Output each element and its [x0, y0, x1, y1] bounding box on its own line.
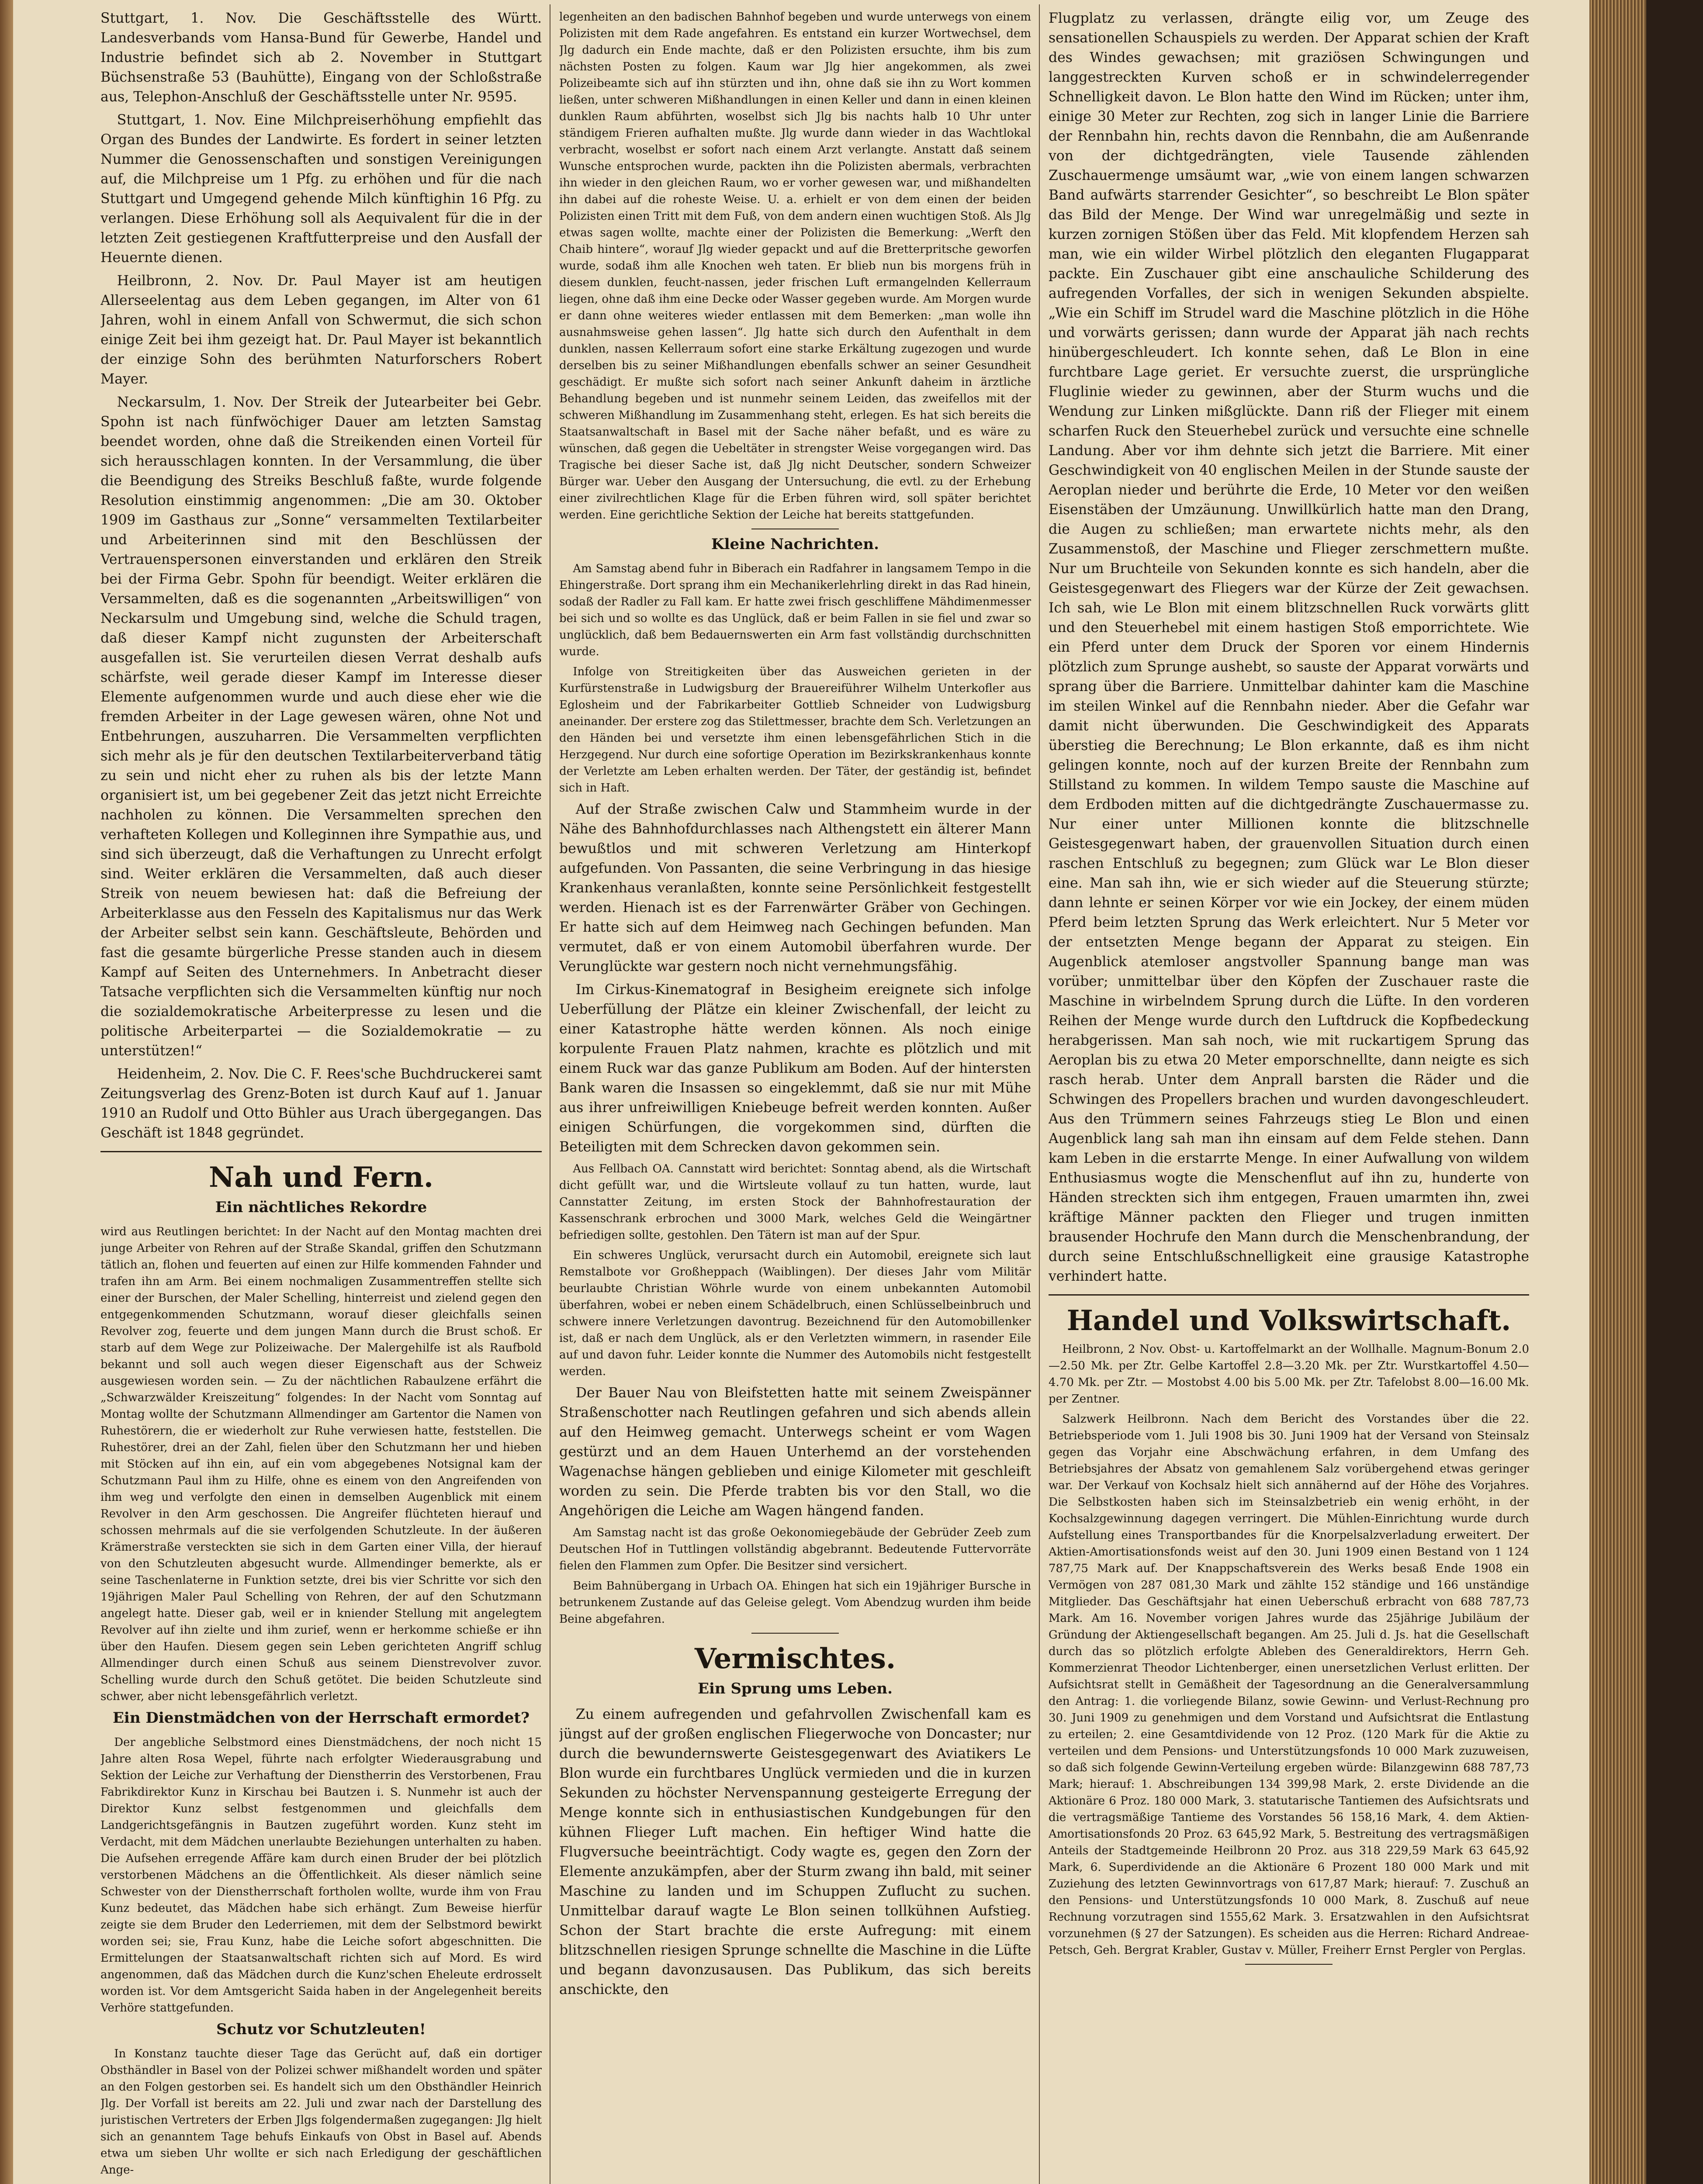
- article-urbach: Beim Bahnübergang in Urbach OA. Ehingen hat sich ein 19jähriger Bursche in betrunkenem Zustande auf das Geleise gelegt. Vom Abendzug wurden ihm beide Beine abgefahren.: [559, 1579, 1031, 1626]
- article-fellbach: Aus Fellbach OA. Cannstatt wird berichtet: Sonntag abend, als die Wirtschaft dicht gefüllt war, und die Wirtsleute vollauf zu tun hatten, wurde, laut Cannstatter Zeitung, im ersten Stock der Bahnhofrestauration der Kassenschrank erbrochen und 3000 Mark, welches Geld die Weingärtner befriedigen sollte, gestohlen. Den Tätern ist man auf der Spur.: [559, 1162, 1031, 1242]
- article-salzwerk: Salzwerk Heilbronn. Nach dem Bericht des Vorstandes über die 22. Betriebsperiode vom 1. Juli 1908 bis 30. Juni 1909 hat der Versand von Steinsalz gegen das Vorjahr eine Abschwächung erfahren, in dem Umfang des Betriebsjahres der Absatz von gemahlenem Salz vorübergehend etwas geringer war. Der Verkauf von Kochsalz hielt sich annähernd auf der Höhe des Vorjahres. Die Selbstkosten haben sich im Steinsalzbetrieb ein wenig erhöht, in der Kochsalzgewinnung dagegen verringert. Die Mühlen-Einrichtung wurde durch Aufstellung eines Transportbandes für die Knorpelsalzverladung erweitert. Der Aktien-Amortisationsfonds weist auf den 30. Juni 1909 einen Bestand von 1 124 787,75 Mark auf. Der Knappschaftsverein des Werks besaß Ende 1908 ein Vermögen von 287 081,30 Mark und zählte 152 ständige und 166 unständige Mitglieder. Das Geschäftsjahr hat einen Ueberschuß erbracht von 688 787,73 Mark. Am 16. November vorigen Jahres wurde das 25jährige Jubiläum der Gründung der Aktiengesellschaft begangen. Am 25. Juli d. Js. hat die Gesellschaft durch das so plötzlich erfolgte Ableben des Generaldirektors, Herrn Geh. Kommerzienrat Theodor Lichtenberger, einen unersetzlichen Verlust erlitten. Der Aufsichtsrat stellt in Gemäßheit der Tagesordnung an die Generalversammlung den Antrag: 1. die vorliegende Bilanz, sowie Gewinn- und Verlust-Rechnung pro 30. Juni 1909 zu genehmigen und dem Vorstand und Aufsichtsrat die Entlastung zu erteilen; 2. eine Gesamtdividende von 12 Proz. (120 Mark für die Aktie zu verteilen und dem Pensions- und Unterstützungsfonds 10 000 Mark zuzuweisen, so daß sich folgende Gewinn-Verteilung ergeben würde: Bilanzgewinn 688 787,73 Mark; hierauf: 1. Abschreibungen 134 399,98 Mark, 2. erste Dividende an die Aktionäre 6 Proz. 180 000 Mark, 3. statutarische Tantiemen des Aufsichtsrats und die vertragsmäßige Tantieme des Vorstandes 56 158,16 Mark, 4. dem Aktien-Amortisationsfonds 20 Proz. 63 645,92 Mark, 5. Bestreitung des vertragsmäßigen Anteils der Stadtgemeinde Heilbronn 20 Proz. aus 318 229,59 Mark 63 645,92 Mark, 6. Superdividende an die Aktionäre 6 Prozent 180 000 Mark und mit Zuziehung des letzten Gewinnvortrags von 617,87 Mark; hierauf: 7. Zuschuß an den Pensions- und Unterstützungsfonds 10 000 Mark, 8. Zuschuß auf neue Rechnung vorzutragen sind 1555,62 Mark. 3. Ersatzwahlen in den Aufsichtsrat vorzunehmen (§ 27 der Satzungen). Es scheiden aus die Herren: Richard Andreae-Petsch, Geh. Bergrat Krabler, Gustav v. Müller, Freiherr Ernst Pergler von Perglas.: [1049, 1413, 1529, 1957]
- article-tuttlingen: Am Samstag nacht ist das große Oekonomiegebäude der Gebrüder Zeeb zum Deutschen Hof in Tuttlingen vollständig abgebrannt. Bedeutende Futtervorräte fielen den Flammen zum Opfer. Die Besitzer sind versichert.: [559, 1526, 1031, 1572]
- section-heading-nah-und-fern: Nah und Fern.: [208, 1161, 434, 1194]
- subheading-kleine-nachrichten: Kleine Nachrichten.: [711, 536, 879, 553]
- article-biberach: Am Samstag abend fuhr in Biberach ein Radfahrer in langsamem Tempo in die Ehingerstraße. Dort sprang ihm ein Mechanikerlehrling direkt in das Rad hinein, sodaß der Radler zu Fall kam. Er hatte zwei frisch geschliffene Mähdimenmesser bei sich und so wollte es das Unglück, daß er beim Fallen in sie fiel und zwar so unglücklich, daß bem Bedauernswerten ein Arm fast vollständig durchschnitten wurde.: [559, 562, 1031, 658]
- article-bleifstetten: Der Bauer Nau von Bleifstetten hatte mit seinem Zweispänner Straßenschotter nach Reutlingen gefahren und sich abends allein auf den Heimweg gemacht. Unterwegs scheint er vom Wagen gestürzt und an dem Hauen Unterhemd an der vorstehenden Wagenachse hängen geblieben und einige Kilometer mit geschleift worden zu sein. Die Pferde trabten bis vor den Stall, wo die Angehörigen die Leiche am Wagen hängend fanden.: [559, 1385, 1031, 1519]
- article-ludwigsburg: Infolge von Streitigkeiten über das Ausweichen gerieten in der Kurfürstenstraße in Ludwigsburg der Brauereiführer Wilhelm Unterkofler aus Eglosheim und der Fabrikarbeiter Gottlieb Schneider von Ludwigsburg aneinander. Der erstere zog das Stilettmesser, brachte dem Sch. Verletzungen an den Händen bei und versetzte ihm einen lebensgefährlichen Stich in die Herzgegend. Nur durch eine sofortige Operation im Bezirkskrankenhaus konnte der Verletzte am Leben erhalten werden. Der Täter, der geständig ist, befindet sich in Haft.: [559, 665, 1031, 795]
- column-3: [1049, 9, 1529, 2184]
- section-divider: [1049, 1294, 1529, 1296]
- divider: [751, 1633, 839, 1634]
- article-reutlingen: wird aus Reutlingen berichtet: In der Nacht auf den Montag machten drei junge Arbeiter von Rehren auf der Straße Skandal, griffen den Schutzmann tätlich an, flohen und feuerten auf einen zur Hilfe kommenden Fahnder und trafen ihn am Arm. Bei einem nochmaligen Zusammentreffen stellte sich einer der Burschen, der Maler Schelling, hinterreist und zielend gegen den entgegenkommenden Schutzmann, worauf dieser gleichfalls seinen Revolver zog, feuerte und dem jungen Mann durch die Brust schoß. Er starb auf dem Wege zur Polizeiwache. Der Malergehilfe ist als Raufbold bekannt und soll auch wegen dieser Eigenschaft aus der Schweiz ausgewiesen worden sein. — Zu der nächtlichen Rabaulzene erfährt die „Schwarzwälder Kreiszeitung“ folgendes: In der Nacht vom Sonntag auf Montag wollte der Schutzmann Allmendinger am Gartentor die Namen von Ruhestörern, die er wiederholt zur Ruhe verwiesen hatte, feststellen. Die Ruhestörer, drei an der Zahl, fielen über den Schutzmann her und hieben mit Stöcken auf ihn ein, auf ein vom abgegebenes Notsignal kam der Schutzmann Paul ihm zu Hilfe, ohne es einem von den Angreifenden von ihm weg und verfolgte den einen in demselben Augenblick mit einem Revolver in den Arm geschossen. Die Angreifer flüchteten hierauf und schossen mehrmals auf die sie verfolgenden Schutzleute. In der äußeren Krämerstraße versteckten sie sich in dem Garten einer Villa, der hierauf von den Schutzleuten abgesucht wurde. Allmendinger bemerkte, als er seine Taschenlaterne in Funktion setzte, drei bis vier Schritte vor sich den 19jährigen Maler Paul Schelling von Rehren, der auf den Schutzmann angelegt hatte. Dieser gab, weil er in kniender Stellung mit angelegtem Revolver auf ihn zielte und ihm zurief, wenn er herkomme schieße er ihn über den Haufen. Diesem gegen sein Leben gerichteten Angriff schlug Allmendinger durch einen Schuß aus seinem Dienstrevolver zuvor. Schelling wurde durch den Schuß getötet. Die beiden Schutzleute sind schwer, aber nicht lebensgefährlich verletzt.: [100, 1225, 542, 1703]
- article-neckarsulm-streik: Neckarsulm, 1. Nov. Der Streik der Jutearbeiter bei Gebr. Spohn ist nach fünfwöchiger Dauer am letzten Samstag beendet worden, ohne daß die Streikenden einen Vorteil für sich herausschlagen konnten. In der Versammlung, die über die Beendigung des Streiks Beschluß faßte, wurde folgende Resolution einstimmig angenommen: „Die am 30. Oktober 1909 im Gasthaus zur „Sonne“ versammelten Textilarbeiter und Arbeiterinnen sind mit den Beschlüssen der Vertrauenspersonen einverstanden und erklären den Streik bei der Firma Gebr. Spohn für beendigt. Weiter erklären die Versammelten, daß es die sogenannten „Arbeitswilligen“ von Neckarsulm und Umgebung sind, welche die Schuld tragen, daß dieser Kampf nicht zugunsten der Arbeiterschaft ausgefallen ist. Sie verurteilen diesen Verrat deshalb aufs schärfste, weil gerade dieser Kampf im Interesse dieser Elemente aufgenommen wurde und auch diese eher wie die fremden Arbeiter in der Lage gewesen wären, ohne Not und Entbehrungen, auszuharren. Die Versammelten verpflichten sich mehr als je für den deutschen Textilarbeiterverband tätig zu sein und nicht eher zu ruhen als bis der letzte Mann organisiert ist, um bei gegebener Zeit das jetzt nicht Erreichte nachholen zu können. Die Versammelten sprechen den verhafteten Kollegen und Kolleginnen ihre Sympathie aus, und sind sich überzeugt, daß die Verhaftungen zu Unrecht erfolgt sind. Weiter erklären die Versammelten, daß auch dieser Streik von neuem bewiesen hat: daß die Befreiung der Arbeiterklasse aus den Fesseln des Kapitalismus nur das Werk der Arbeiter selbst sein kann. Geschäftsleute, Behörden und fast die gesamte bürgerliche Presse standen auch in diesem Kampf auf Seiten des Unternehmers. In Anbetracht dieser Tatsache verpflichten sich die Versammelten künftig nur noch die sozialdemokratische Arbeiterpresse zu lesen und die politische Arbeiterpartei — die Sozialdemokratie — zu unterstützen!“: [100, 394, 542, 1059]
- page-edge-stack: [1589, 0, 1646, 2184]
- subheading-schutz: Schutz vor Schutzleuten!: [216, 2021, 426, 2038]
- article-stuttgart-hansabund: Stuttgart, 1. Nov. Die Geschäftsstelle des Württ. Landesverbands vom Hansa-Bund für Gewerbe, Handel und Industrie befindet sich ab 2. November in Stuttgart Büchsenstraße 53 (Bauhütte), Eingang von der Schloßstraße aus, Telephon-Anschluß der Geschäftsstelle unter Nr. 9595.: [100, 10, 542, 105]
- section-heading-handel: Handel und Volkswirtschaft.: [1066, 1304, 1511, 1337]
- article-besigheim: Im Cirkus-Kinematograf in Besigheim ereignete sich infolge Ueberfüllung der Plätze ein kleiner Zwischenfall, der leicht zu einer Katastrophe hätte werden können. Als noch einige korpulente Frauen Platz nahmen, krachte es plötzlich und mit einem Ruck war das ganze Publikum am Boden. Auf der hintersten Bank waren die Insassen so eingeklemmt, daß sie nur mit Mühe aus ihrer unfreiwilligen Kniebeuge befreit werden konnten. Außer einigen Schürfungen, die vorgekommen sind, dürften die Beteiligten mit dem Schrecken davon gekommen sein.: [559, 982, 1031, 1155]
- column-1: [100, 9, 542, 2184]
- article-obstmarkt: Heilbronn, 2 Nov. Obst- u. Kartoffelmarkt an der Wollhalle. Magnum-Bonum 2.0—2.50 Mk. per Ztr. Gelbe Kartoffel 2.8—3.20 Mk. per Ztr. Wurstkartoffel 4.50—4.70 Mk. per Ztr. — Mostobst 4.00 bis 5.00 Mk. per Ztr. Tafelobst 8.00—16.00 Mk. per Zentner.: [1049, 1343, 1529, 1406]
- column-rule: [1039, 4, 1040, 2184]
- article-le-blon-cont: Flugplatz zu verlassen, drängte eilig vor, um Zeuge des sensationellen Schauspiels zu werden. Der Apparat schien der Kraft des Windes gewachsen; mit graziösen Schwingungen und langgestreckten Kurven schoß er in schwindelerregender Schnelligkeit davon. Le Blon hatte den Wind im Rücken; unter ihm, einige 30 Meter zur Rechten, zog sich in langer Linie die Barriere der Rennbahn hin, rechts davon die Rennbahn, die am Außenrande von der dichtgedrängten, viele Tausende zählenden Zuschauermenge umsäumt war, „wie von einem langen schwarzen Band aufwärts starrender Gesichter“, so beschreibt Le Blon später das Bild der Menge. Der Wind war unregelmäßig und sezte in kurzen zornigen Stößen über das Feld. Mit klopfendem Herzen sah man, wie ein wilder Wirbel plötzlich den eleganten Flugapparat packte. Ein Zuschauer gibt eine anschauliche Schilderung des aufregenden Vorfalles, der sich in wenigen Sekunden abspielte. „Wie ein Schiff im Strudel ward die Maschine plötzlich in die Höhe und vorwärts gerissen; dann wurde der Apparat jäh nach rechts hinübergeschleudert. Ich konnte sehen, daß Le Blon in eine furchtbare Lage geriet. Er versuchte zuerst, die ursprüngliche Fluglinie wieder zu gewinnen, aber der Sturm wuchs und die Wendung zur Linken mißglückte. Dann riß der Flieger mit einem scharfen Ruck den Steuerhebel zurück und versuchte eine schnelle Landung. Aber vor ihm dehnte sich jetzt die Barriere. Mit einer Geschwindigkeit von 40 englischen Meilen in der Stunde sauste der Aeroplan nieder und berührte die Erde, 10 Meter vor den weißen Eisenstäben der Umzäunung. Unwillkürlich hatte man den Drang, die Augen zu schließen; man erwartete nichts mehr, als den Zusammenstoß, der Maschine und Flieger zerschmettern mußte. Nur um Bruchteile von Sekunden konnte es sich handeln, aber die Geistesgegenwart des Fliegers war der Kürze der Zeit gewachsen. Ich sah, wie Le Blon mit einem blitzschnellen Ruck vorwärts glitt und den Steuerhebel mit einem hastigen Stoß emporrichtete. Wie ein Pferd unter dem Druck der Sporen vor einem Hindernis plötzlich zum Sprunge aushebt, so sauste der Apparat vorwärts und sprang über die Barriere. Unmittelbar dahinter kam die Maschine im steilen Winkel auf die Rennbahn nieder. Aber die Gefahr war damit nicht überwunden. Die Geschwindigkeit des Apparats überstieg die Berechnung; Le Blon erkannte, daß es ihm nicht gelingen konnte, noch auf der kurzen Breite der Rennbahn zum Stillstand zu kommen. In wildem Tempo sauste die Maschine auf dem Erdboden mitten auf die dichtgedrängte Zuschauermasse zu. Nur einer unter Millionen konnte die blitzschnelle Geistesgegenwart haben, der grauenvollen Situation durch einen raschen Entschluß zu begegnen; zum Glück war Le Blon dieser eine. Man sah ihn, wie er sich wieder auf die Steuerung stürzte; dann lehnte er seinen Körper vor wie ein Jockey, der einem müden Pferd beim letzten Sprung das Werk erleichtert. Nur 5 Meter vor der entsetzten Menge begann der Apparat zu steigen. Ein Augenblick atemloser angstvoller Spannung bange man was vorüber; unmittelbar über den Köpfen der Zuschauer raste die Maschine in wirbelndem Sprung durch die Lüfte. In den vorderen Reihen der Menge wurde durch den Luftdruck die Kopfbedeckung herabgerissen. Man sah noch, wie mit ruckartigem Sprung das Aeroplan bis zu etwa 20 Meter emporschnellte, dann neigte es sich rasch herab. Unter dem Anprall barsten die Räder und die Schwingen des Propellers brachen und wurden davongeschleudert. Aus den Trümmern seines Fahrzeugs stieg Le Blon und einen Augenblick lang sah man ihn einsam auf dem Felde stehen. Dann kam Leben in die erstarrte Menge. In einer Aufwallung von wildem Enthusiasmus wogte die Menschenflut auf ihn zu, hunderte von Händen streckten sich ihm entgegen, Frauen umarmten ihn, zwei kräftige Männer packten den Flieger und trugen inmitten brausender Hochrufe den Mann durch die Menschenbrandung, der durch seine Entschlußschnelligkeit eine grausige Katastrophe verhindert hatte.: [1049, 10, 1529, 1284]
- article-calw: Auf der Straße zwischen Calw und Stammheim wurde in der Nähe des Bahnhofdurchlasses nach Althengstett ein älterer Mann bewußtlos und mit schweren Verletzung am Hinterkopf aufgefunden. Von Passanten, die seine Verbringung in das hiesige Krankenhaus veranlaßten, konnte seine Persönlichkeit festgestellt werden. Hienach ist es der Farrenwärter Gräber von Gechingen. Er hatte sich auf dem Heimweg nach Gechingen befunden. Man vermutet, daß er von einem Automobil überfahren wurde. Der Verunglückte war gestern noch nicht vernehmungsfähig.: [559, 802, 1031, 975]
- article-grossheppach: Ein schweres Unglück, verursacht durch ein Automobil, ereignete sich laut Remstalbote vor Großheppach (Waiblingen). Der dieses Jahr vom Militär beurlaubte Christian Wöhrle wurde von einem unbekannten Automobil überfahren, wobei er neben einem Schädelbruch, einen Schlüsselbeinbruch und schwere innere Verletzungen davontrug. Bezeichnend für den Automobillenker ist, daß er nach dem Unglück, als er den Verletzten wimmern, in rasender Eile auf und davon fuhr. Leider konnte die Nummer des Automobils nicht festgestellt werden.: [559, 1249, 1031, 1378]
- article-heidenheim: Heidenheim, 2. Nov. Die C. F. Rees'sche Buchdruckerei samt Zeitungsverlag des Grenz-Boten ist durch Kauf auf 1. Januar 1910 an Rudolf und Otto Bühler aus Urach übergegangen. Das Geschäft ist 1848 gegründet.: [100, 1066, 542, 1141]
- article-heilbronn-mayer: Heilbronn, 2. Nov. Dr. Paul Mayer ist am heutigen Allerseelentag aus dem Leben gegangen, im Alter von 61 Jahren, wohl in einem Anfall von Schwermut, die sich schon einige Zeit bei ihm gezeigt hat. Dr. Paul Mayer ist bekanntlich der einzige Sohn des berühmten Naturforschers Robert Mayer.: [100, 273, 542, 387]
- article-konstanz-cont: legenheiten an den badischen Bahnhof begeben und wurde unterwegs von einem Polizisten mit dem Rade angefahren. Es entstand ein kurzer Wortwechsel, dem Jlg dadurch ein Ende machte, daß er den Polizisten ersuchte, ihm bis zum nächsten Posten zu folgen. Kaum war Jlg hier angekommen, als zwei Polizeibeamte sich auf ihn stürzten und ihn, ohne daß sie ihn zu Wort kommen ließen, unter schweren Mißhandlungen in einen Keller und dann in einen kleinen dunklen Raum abführten, woselbst sich Jlg bis nachts halb 10 Uhr unter ständigem Frieren aufhalten mußte. Jlg wurde dann wieder in das Wachtlokal verbracht, woselbst er sofort nach einem Arzt verlangte. Anstatt daß seinem Wunsche entsprochen wurde, packten ihn die Polizisten abermals, verbrachten ihn wieder in den gleichen Raum, wo er vorher gewesen war, und mißhandelten ihn dabei auf die roheste Weise. U. a. erhielt er von dem einen der beiden Polizisten einen Tritt mit dem Fuß, von dem andern einen wuchtigen Stoß. Als Jlg etwas sagen wollte, machte einer der Polizisten die Bemerkung: „Werft den Chaib hintere“, worauf Jlg wieder gepackt und auf die Bretterpritsche geworfen wurde, sodaß ihm alle Knochen weh taten. Er blieb nun bis morgens früh in diesem dunklen, feucht-nassen, jeder frischen Luft ermangelnden Kellerraum liegen, ohne daß ihm eine Decke oder Wasser gegeben wurde. Am Morgen wurde er dann ohne weiteres wieder entlassen mit dem Bemerken: „man wolle ihn ausnahmsweise gehen lassen“. Jlg hatte sich durch den Aufenthalt in dem dunklen, nassen Kellerraum sofort eine starke Erkältung zugezogen und wurde derselben bis zu seiner Mißhandlungen ebenfalls schwer an seiner Gesundheit geschädigt. Er mußte sich sofort nach seiner Ankunft daheim in ärztliche Behandlung begeben und ist nunmehr seinem Leiden, das zweifellos mit der schweren Mißhandlung im Zusammenhang steht, erlegen. Es hat sich bereits die Staatsanwaltschaft in Basel mit der Sache näher befaßt, und es wäre zu wünschen, daß gegen die Uebeltäter in strengster Weise vorgegangen wird. Das Tragische bei dieser Sache ist, daß Jlg nicht Deutscher, sondern Schweizer Bürger war. Ueber den Ausgang der Untersuchung, die evtl. zu der Erhebung einer zivilrechtlichen Klage für die Erben führen wird, soll später berichtet werden. Eine gerichtliche Sektion der Leiche hat bereits stattgefunden.: [559, 10, 1031, 522]
- newspaper-page: [13, 0, 1646, 2184]
- article-konstanz: In Konstanz tauchte dieser Tage das Gerücht auf, daß ein dortiger Obsthändler in Basel von der Polizei schwer mißhandelt worden und später an den Folgen gestorben sei. Es handelt sich um den Obsthändler Heinrich Jlg. Der Vorfall ist bereits am 22. Juli und zwar nach der Darstellung des juristischen Vertreters der Erben Jlgs folgendermaßen zugegangen: Jlg hielt sich an genanntem Tage behufs Einkaufs von Obst in Basel auf. Abends etwa um sieben Uhr wollte er sich nach Erledigung der geschäftlichen Ange-: [100, 2047, 542, 2177]
- article-stuttgart-milchpreis: Stuttgart, 1. Nov. Eine Milchpreiserhöhung empfiehlt das Organ des Bundes der Landwirte. Es fordert in seiner letzten Nummer die Genossenschaften und sonstigen Vereinigungen auf, die Milchpreise um 1 Pfg. zu erhöhen und für die nach Stuttgart und Umgegend gehende Milch künftighin 16 Pfg. zu verlangen. Diese Erhöhung soll als Aequivalent für die in der letzten Zeit gestiegenen Kraftfutterpreise und den Ausfall der Heuernte dienen.: [100, 112, 542, 266]
- subheading-rekord: Ein nächtliches Rekordre: [215, 1199, 427, 1216]
- article-kirschau: Der angebliche Selbstmord eines Dienstmädchens, der noch nicht 15 Jahre alten Rosa Wepel, führte nach erfolgter Wiederausgrabung und Sektion der Leiche zur Verhaftung der Dienstherrin des Verstorbenen, Frau Fabrikdirektor Kunz in Kirschau bei Bautzen i. S. Nunmehr ist auch der Direktor Kunz selbst festgenommen und gleichfalls dem Landgerichtsgefängnis in Bautzen zugeführt worden. Kunz steht im Verdacht, mit dem Mädchen unerlaubte Beziehungen unterhalten zu haben. Die Aufsehen erregende Affäre kam durch einen Bruder der bei plötzlich verstorbenen Mädchens an die Öffentlichkeit. Als dieser nämlich seine Schwester von der Dienstherrschaft fortholen wollte, wurde ihm von Frau Kunz bedeutet, das Mädchen habe sich erhängt. Zum Beweise hierfür zeigte sie dem Bruder den Lederriemen, mit dem der Selbstmord bewirkt worden sei; sie, Frau Kunz, habe die Leiche sofort abgeschnitten. Die Ermittelungen der Staatsanwaltschaft richten sich auf Mord. Es wird angenommen, daß das Mädchen durch die Kunz'schen Eheleute erdrosselt worden ist. Vor dem Amtsgericht Saida haben in der Angelegenheit bereits Verhöre stattgefunden.: [100, 1736, 542, 2015]
- column-2: [559, 9, 1031, 2184]
- divider: [1245, 1964, 1333, 1965]
- book-spine: [0, 0, 13, 2184]
- article-le-blon: Zu einem aufregenden und gefahrvollen Zwischenfall kam es jüngst auf der großen englischen Fliegerwoche von Doncaster; nur durch die bewundernswerte Geistesgegenwart des Aviatikers Le Blon wurde ein furchtbares Unglück vermieden und die in kurzen Sekunden zu höchster Nervenspannung gesteigerte Erregung der Menge konnte sich in enthusiastischen Kundgebungen für den kühnen Flieger Luft machen. Ein heftiger Wind hatte die Flugversuche beeinträchtigt. Cody wagte es, gegen den Zorn der Elemente anzukämpfen, aber der Sturm zwang ihn bald, mit seiner Maschine zu landen und im Schuppen Zuflucht zu suchen. Unmittelbar darauf wagte Le Blon seinen tollkühnen Aufstieg. Schon der Start brachte die erste Aufregung: mit einem blitzschnellen riesigen Sprunge schnellte die Maschine in die Lüfte und begann davonzusausen. Das Publikum, das sich bereits anschickte, den: [559, 1707, 1031, 1997]
- section-divider: [100, 1151, 542, 1152]
- subheading-dienstmaedchen: Ein Dienstmädchen von der Herrschaft ermordet?: [112, 1709, 530, 1727]
- section-heading-vermischtes: Vermischtes.: [694, 1642, 896, 1675]
- subheading-sprung: Ein Sprung ums Leben.: [698, 1680, 893, 1697]
